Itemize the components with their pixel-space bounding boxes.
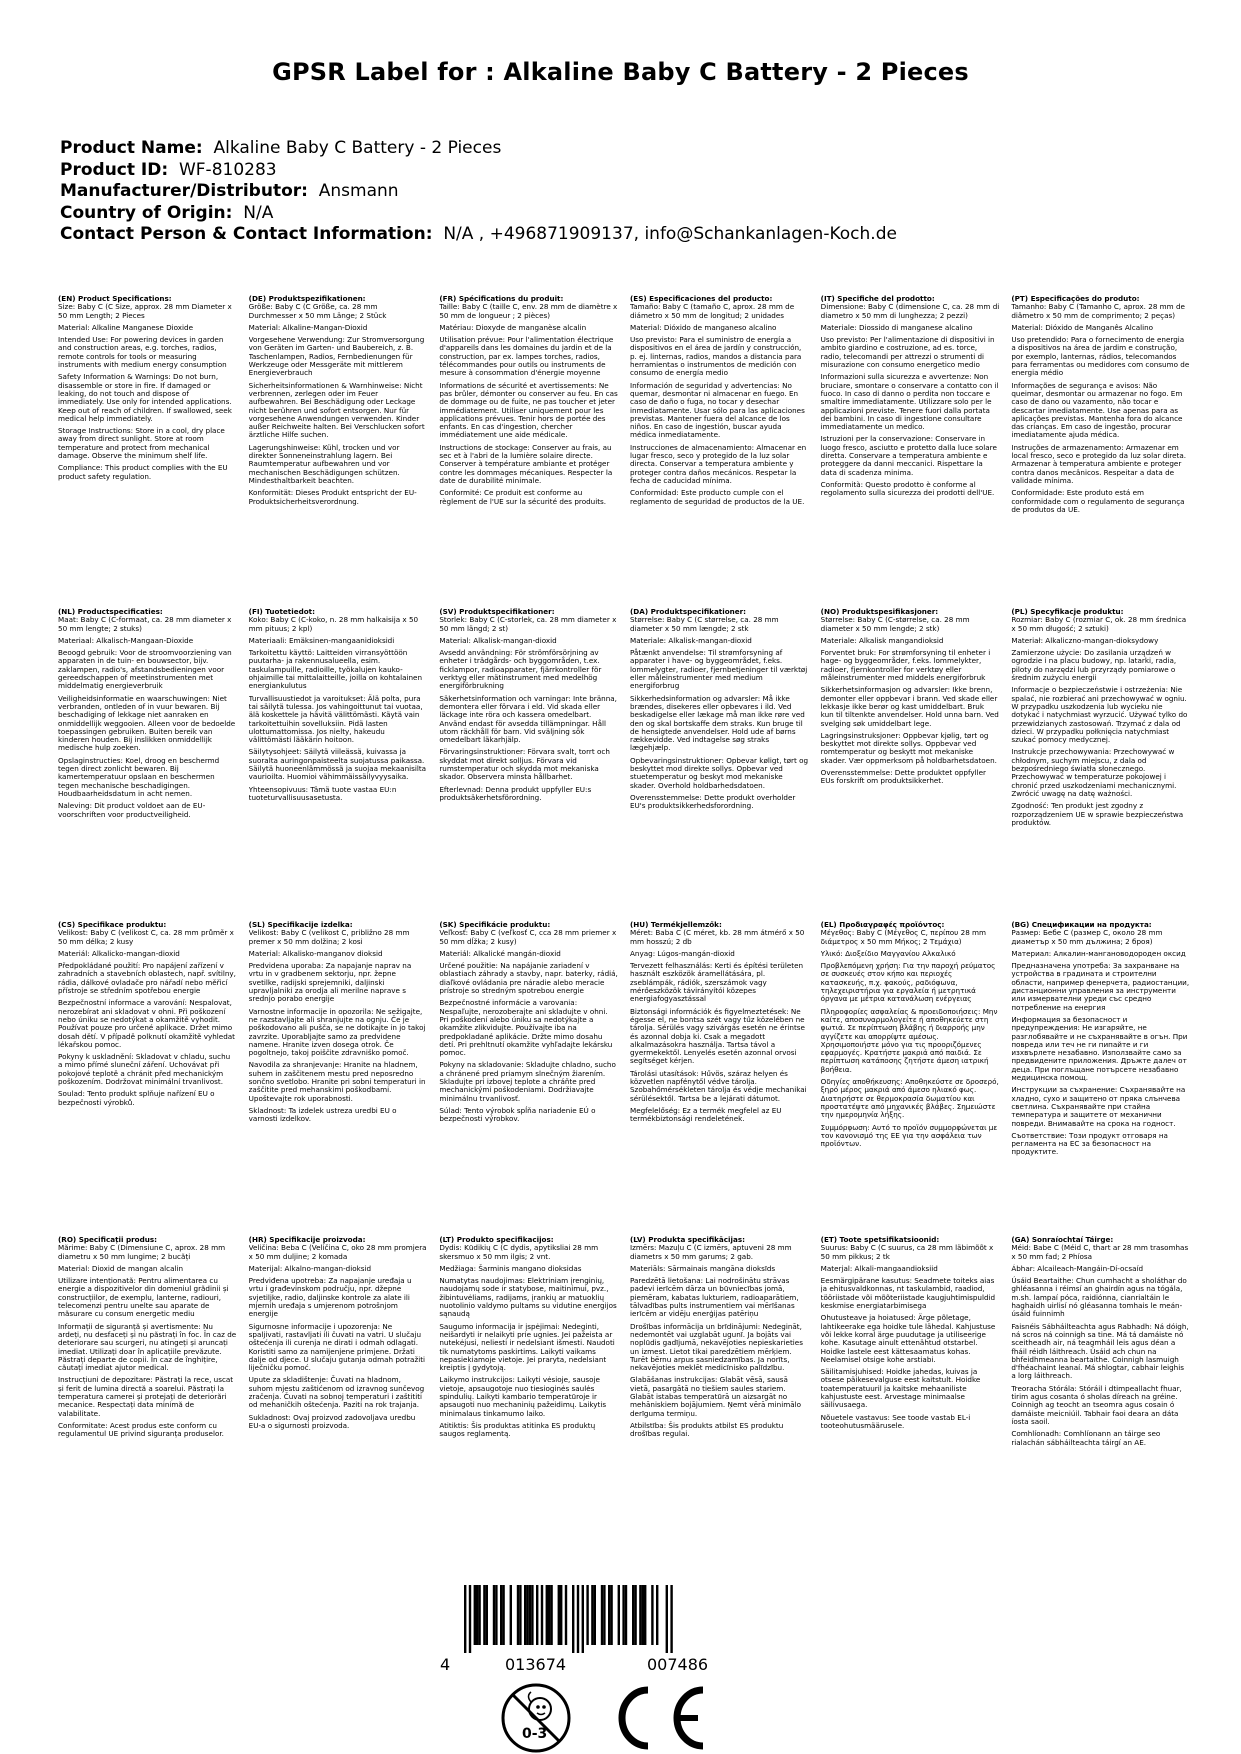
spec-block-heading: (GA) Sonraíochtaí Táirge: bbox=[1011, 1236, 1114, 1244]
spec-block-paragraph: Upute za skladištenje: Čuvati na hladnom, suhom mjestu zaštićenom od izravnog sunčevog zračenja. Čuvati na sobnoj temperaturi i zaštititi od mehaničkih oštećenja. Paziti na rok trajanja. bbox=[248, 1375, 425, 1410]
barcode-bar bbox=[577, 1585, 579, 1653]
spec-block bbox=[821, 1236, 1000, 1451]
info-value: WF-810283 bbox=[178, 159, 277, 180]
spec-block-paragraph: Material: Alkaline-Mangan-Dioxid bbox=[248, 322, 368, 332]
barcode-bar bbox=[495, 1585, 497, 1645]
spec-block-paragraph: Informazioni sulla sicurezza e avvertenze: Non bruciare, smontare o conservare a contatto con il fuoco. In caso di danno o perdita non toccare e smaltire immediatamente. Utilizzare solo per le applicazioni previste. Tenere fuori dalla portata dei bambini. In caso di ingestione consultare immediatamente un medico. bbox=[820, 372, 999, 432]
barcode-bar bbox=[594, 1585, 596, 1645]
spec-block-paragraph: Nõuetele vastavus: See toode vastab EL-i tooteohutusmäärusele. bbox=[820, 1412, 971, 1430]
barcode-bar bbox=[486, 1585, 488, 1645]
spec-block-paragraph: Conformidad: Este producto cumple con el reglamento de seguridad de productos de la UE. bbox=[630, 488, 805, 506]
spec-block-paragraph: Faisnéis Sábháilteachta agus Rabhadh: Ná dóigh, ná scros ná coinnigh sa tine. Má tá damáiste nó sceitheadh air, ná teagmháil leis agus déan a fháil réidh láithreach. Úsáid ach chun na bhfeidhmeanna beartaithe. Coinnigh lasmuigh d'fhéachaint leanaí. Má shlogtar, cabhair leighis a lorg láithreach. bbox=[1011, 1321, 1189, 1381]
spec-block-heading: (HR) Specifikacije proizvoda: bbox=[248, 1236, 366, 1244]
barcode-bar bbox=[474, 1585, 476, 1645]
barcode-bar bbox=[622, 1585, 624, 1645]
spec-block-paragraph: Lagerungshinweise: Kühl, trocken und vor direkter Sonneneinstrahlung lagern. Bei Raumtemperatur aufbewahren und vor mechanischen Beschädigungen schützen. Mindesthaltbarkeit beachten. bbox=[248, 442, 400, 485]
spec-block-paragraph: Размер: Бебе С (размер С, около 28 mm диаметър x 50 mm дължина; 2 броя) bbox=[1011, 928, 1163, 946]
barcode-bar bbox=[656, 1585, 658, 1645]
spec-block-heading: (PT) Especificações do produto: bbox=[1011, 295, 1140, 303]
spec-block-paragraph: Sicherheitsinformationen & Warnhinweise: Nicht verbrennen, zerlegen oder im Feuer aufbewahren. Bei Beschädigung oder Leckage nicht berühren und sofort entsorgen. Nur für vorgesehene Anwendungen verwenden. Kinder außer Reichweite halten. Bei Verschlucken sofort ärztliche Hilfe suchen. bbox=[248, 380, 425, 440]
spec-block-heading: (HU) Termékjellemzők: bbox=[630, 921, 722, 929]
spec-block-paragraph: Предназначена употреба: За захранване на устройства в градината и строителни области, например фенерчета, радиостанции, дистанционни управления за инструменти или измервателни уреди със средно потребление на енергия bbox=[1011, 961, 1190, 1012]
spec-block bbox=[249, 1236, 428, 1451]
spec-block-heading: (DE) Produktspezifikationen: bbox=[248, 295, 366, 303]
barcode-bar bbox=[526, 1585, 528, 1645]
info-label: Product Name: bbox=[60, 138, 203, 158]
spec-block-paragraph: Utilisation prévue: Pour l'alimentation électrique d'appareils dans les domaines du jardin et de la construction, par ex. lampes torches, radios, télécommandes pour outils ou instruments de mesure à consommation d'énergie moyenne bbox=[439, 335, 614, 378]
spec-block-paragraph: Storage Instructions: Store in a cool, dry place away from direct sunlight. Store at room temperature and protect from mechanical damage. Observe the minimum shelf life. bbox=[58, 426, 225, 461]
barcode-bar bbox=[560, 1585, 562, 1645]
spec-block-paragraph: Laikymo instrukcijos: Laikyti vėsioje, sausoje vietoje, apsaugotoje nuo tiesioginės saulės spindulių. Laikyti kambario temperatūroje ir apsaugoti nuo mechaninių pažeidimų. Laikytis minimalaus tinkamumo laiko. bbox=[439, 1375, 607, 1418]
spec-block-paragraph: Mărime: Baby C (Dimensiune C, aprox. 28 mm diametru x 50 mm lungime; 2 bucăți bbox=[58, 1243, 226, 1261]
info-label: Contact Person & Contact Information: bbox=[60, 224, 433, 244]
spec-block-paragraph: Pokyny k uskladnění: Skladovat v chladu, suchu a mimo přímé sluneční záření. Uchovávat při pokojové teplotě a chránit před mechanickým poškozením. Dodržovat minimální trvanlivost. bbox=[58, 1052, 231, 1087]
spec-block-paragraph: Instruções de armazenamento: Armazenar em local fresco, seco e protegido da luz solar direta. Armazenar à temperatura ambiente e proteger contra danos mecânicos. Respeitar a data de validade mínima. bbox=[1011, 442, 1187, 485]
spec-block-paragraph: Materiale: Diossido di manganese alcalino bbox=[820, 322, 973, 332]
spec-block bbox=[630, 608, 809, 831]
barcode-bar bbox=[666, 1585, 668, 1653]
compliance-icons bbox=[500, 1682, 750, 1754]
barcode-bar bbox=[478, 1585, 480, 1645]
spec-block-paragraph: Overensstemmelse: Dette produktet oppfyller EUs forskrift om produktsikkerhet. bbox=[820, 768, 987, 786]
spec-block-paragraph: Opbevaringsinstruktioner: Opbevar køligt, tørt og beskyttet mod direkte sollys. Opbevar ved stuetemperatur og beskyt mod mekaniske skader. Overhold holdbarhedsdatoen. bbox=[630, 755, 809, 790]
spec-block-paragraph: Navodila za shranjevanje: Hranite na hladnem, suhem in zaščitenem mestu pred neposredno sončno svetlobo. Hranite pri sobni temperaturi in zaščitite pred mehanskimi poškodbami. Upoštevajte rok uporabnosti. bbox=[248, 1060, 426, 1103]
spec-block-paragraph: Информация за безопасност и предупреждения: Не изгаряйте, не разглобявайте и не съхранявайте в огън. При повреда или теч не ги пипайте и ги изхвърлете незабавно. Използвайте само за предвидените приложения. Дръжте далеч от деца. При поглъщане потърсете незабавно медицинска помощ. bbox=[1011, 1014, 1188, 1083]
spec-block-paragraph: Μέγεθος: Baby C (Μέγεθος C, περίπου 28 mm διάμετρος x 50 mm Μήκος; 2 Τεμάχια) bbox=[820, 928, 987, 946]
spec-row-4 bbox=[58, 1236, 1190, 1451]
age-warning-0-3-icon bbox=[503, 1685, 569, 1751]
spec-block-paragraph: Méret: Baba C (C méret, kb. 28 mm átmérő x 50 mm hosszú; 2 db bbox=[630, 928, 805, 946]
spec-block-paragraph: Conformità: Questo prodotto è conforme al regolamento sulla sicurezza dei prodotti dell'UE. bbox=[820, 479, 995, 498]
spec-block-paragraph: Conformidade: Este produto está em conformidade com o regulamento de segurança de produtos da UE. bbox=[1011, 488, 1185, 514]
spec-block-paragraph: Paredzētā lietošana: Lai nodrošinātu strāvas padevi ierīcēm dārza un būvniecības jomā, piemēram, kabatas lukturiem, radioaparātiem, tālvadības pults instrumentiem vai mērīšanas ierīcēm ar vidēju enerģijas patēriņu bbox=[630, 1276, 799, 1319]
barcode-bar bbox=[670, 1585, 672, 1653]
spec-block-paragraph: Uso pretendido: Para o fornecimento de energia a dispositivos na área de jardim e construção, por exemplo, lanternas, rádios, telecomandos para ferramentas ou medidores com consumo de energia médio bbox=[1011, 335, 1190, 378]
barcode-bar bbox=[493, 1585, 495, 1645]
info-value: N/A , +496871909137, info@Schankanlagen-Koch.de bbox=[443, 224, 897, 244]
page-title: GPSR Label for : Alkaline Baby C Battery - 2 Pieces bbox=[272, 58, 969, 86]
spec-block bbox=[58, 608, 237, 831]
spec-block bbox=[58, 295, 237, 518]
spec-block-paragraph: Sikkerhedsinformation og advarsler: Må ikke brændes, disekeres eller opbevares i ild. Ved beskadigelse eller lækage må man ikke røre ved den og skal bortskaffe dem straks. Kun brugе til de hensigtede anvendelser. Hold ude af børns rækkevidde. Ved indtagelse søg straks lægehjælp. bbox=[630, 693, 805, 753]
barcode-bar bbox=[529, 1585, 531, 1645]
spec-block-paragraph: Material: Dioxid de mangan alcalin bbox=[58, 1263, 184, 1273]
spec-block-paragraph: Sikkerhetsinformasjon og advarsler: Ikke brenn, demonter eller oppbevar i brann. Ved skade eller lekkasje ikke berør og kast umiddelbart. Bruk kun til tiltenkte anvendelser. Hold unna barn. Ved svelging søk umiddelbart lege. bbox=[820, 685, 999, 728]
barcode-bar bbox=[632, 1585, 634, 1645]
spec-block-paragraph: Materiale: Alkalisk mangandioksid bbox=[820, 635, 944, 645]
spec-block-paragraph: Atitiktis: Šis produktas atitinka ES produktų saugos reglamentą. bbox=[439, 1420, 596, 1439]
spec-block bbox=[249, 608, 428, 831]
spec-block-paragraph: Material: Dióxido de manganeso alcalino bbox=[630, 322, 777, 332]
spec-block-paragraph: Maat: Baby C (C-formaat, ca. 28 mm diameter x 50 mm lengte; 2 stuks) bbox=[58, 615, 232, 633]
barcode-bars bbox=[440, 1585, 740, 1655]
spec-block-heading: (ES) Especificaciones del producto: bbox=[630, 295, 773, 303]
spec-block-heading: (EN) Product Specifications: bbox=[58, 295, 172, 303]
spec-block-paragraph: Materiál: Alkalicko-mangan-dioxid bbox=[58, 948, 180, 958]
info-label: Manufacturer/Distributor: bbox=[60, 181, 308, 201]
spec-block-paragraph: Påtænkt anvendelse: Til strømforsyning af apparater i have- og byggeområdet, f.eks. lommelygter, radioer, fjernbetjeninger til værktøj eller måleinstrumenter med medium energiforbrug bbox=[630, 648, 808, 691]
spec-block-heading: (CS) Specifikace produktu: bbox=[58, 921, 167, 929]
spec-block-paragraph: Overensstemmelse: Dette produkt overholder EU's produktsikkerhedsforordning. bbox=[630, 792, 796, 811]
spec-block-paragraph: Předpokládané použití: Pro napájení zařízení v zahradních a stavebních oblastech, např. svítilny, rádia, dálkové ovladače pro nářadí nebo měřicí přístroje se středním spotřebou energie bbox=[58, 961, 236, 996]
barcode-bar bbox=[524, 1585, 526, 1645]
spec-block bbox=[439, 1236, 618, 1451]
spec-block bbox=[630, 1236, 809, 1451]
barcode-bar bbox=[500, 1585, 502, 1645]
spec-block-paragraph: Drošības informācija un brīdinājumi: Nedegināt, nedemontēt vai uzglabāt ugunī. Ja bojāts vai noplūdis gadījumā, nekavējoties nepieskarieties un izmest. Lietot tikai paredzētiem mērķiem. Turēt bērnu arpus sasniedzamības. Ja norīts, nekavējoties meklēt medicīnisko palīdzību. bbox=[630, 1321, 803, 1373]
spec-block-paragraph: Ohutusteave ja hoiatused: Ärge põletage, lahtikeerake ega hoidke tule lähedal. Kahjustuse või lekke korral ärge puudutage ja utiliseerige kohe. Kasutage ainult ettenähtud otstarbel. Hoidke lastele eest kättesaamatus kohas. Neelamisel otsige kohe arstiabi. bbox=[820, 1313, 996, 1364]
spec-block-paragraph: Materiál: Alkalické mangán-dioxid bbox=[439, 948, 561, 958]
spec-block-paragraph: Numatytas naudojimas: Elektriniam įrenginių, naudojamų sode ir statybose, maitinimui, pvz., žibintuvėliams, radijams, įrankių ar matuoklių nuotolinio valdymo pultams su vidutine energijos sąnaudą bbox=[439, 1276, 617, 1319]
barcode-bar bbox=[639, 1585, 641, 1645]
spec-block-paragraph: Säilytysohjeet: Säilytä viileässä, kuivassa ja suoralta auringonpaisteelta suojatussa paikassa. Säilytä huoneenlämmössä ja suojaa mekaanisilta vaurioilta. Huomioi vähimmäissäilyvyysaika. bbox=[248, 747, 427, 782]
barcode-bar bbox=[603, 1585, 605, 1645]
info-value: N/A bbox=[243, 202, 274, 223]
spec-block-paragraph: Glabāšanas instrukcijas: Glabāt vēsā, sausā vietā, pasargātā no tiešiem saules stariem. Glabāt istabas temperatūrā un aizsargāt no mehāniskiem bojājumiem. Ņemt vērā minimālo derīguma termiņu. bbox=[630, 1375, 802, 1418]
spec-block-paragraph: Material: Alkalisko-manganov dioksid bbox=[248, 948, 383, 958]
spec-block-paragraph: Material: Alkalisk-mangan-dioxid bbox=[439, 635, 557, 645]
spec-block bbox=[1011, 921, 1190, 1161]
spec-block-paragraph: Taille: Baby C (taille C, env. 28 mm de diamètre x 50 mm de longueur ; 2 pièces) bbox=[439, 302, 618, 320]
spec-block-heading: (ET) Toote spetsifikatsioonid: bbox=[820, 1236, 940, 1244]
spec-block-heading: (SK) Špecifikácie produktu: bbox=[439, 921, 551, 929]
spec-block-heading: (FR) Spécifications du produit: bbox=[439, 295, 564, 303]
spec-block bbox=[630, 295, 809, 518]
spec-block bbox=[1011, 608, 1190, 831]
spec-block-paragraph: Instructions de stockage: Conserver au frais, au sec et à l'abri de la lumière solaire directe. Conserver à température ambiante et protéger contre les dommages mécaniques. Respecter la date de durabilité minimale. bbox=[439, 442, 613, 485]
spec-block-paragraph: Dydis: Kūdikių C (C dydis, apytiksliai 28 mm skersmuo x 50 mm ilgis; 2 vnt. bbox=[439, 1243, 599, 1261]
spec-block-paragraph: Soulad: Tento produkt splňuje nařízení EU o bezpečnosti výrobků. bbox=[58, 1089, 215, 1107]
spec-block-paragraph: Materiāls: Sārmainais mangāna dioksīds bbox=[630, 1263, 776, 1273]
spec-block-paragraph: Treoracha Stórála: Stóráil i dtimpeallacht fhuar, tirim agus cosanta ó sholas díreach na gréine. Coinnigh ag teocht an tseomra agus cosain ó damáiste meicniúil. Tabhair faoi deara an dáta íosta saoil. bbox=[1011, 1383, 1182, 1426]
barcode-bar bbox=[519, 1585, 521, 1645]
spec-block-paragraph: Συμμόρφωση: Αυτό το προϊόν συμμορφώνεται με τον κανονισμό της ΕΕ για την ασφάλεια των προϊόντων. bbox=[820, 1122, 998, 1149]
spec-block-heading: (FI) Tuotetiedot: bbox=[248, 608, 315, 616]
barcode-bar bbox=[510, 1585, 512, 1645]
spec-block-paragraph: Instrucțiuni de depozitare: Păstrați la rece, uscat și ferit de lumina directă a soarelui. Păstrați la temperatura camerei și protejați de deteriorări mecanice. Respectați data minimă de valabilitate. bbox=[58, 1375, 234, 1418]
spec-block-paragraph: Comhlíonadh: Comhlíonann an táirge seo rialachán sábháilteachta táirgí an AE. bbox=[1011, 1429, 1161, 1447]
spec-block-paragraph: Velikost: Baby C (velikost C, približno 28 mm premer x 50 mm dolžina; 2 kosi bbox=[248, 928, 410, 946]
spec-block-paragraph: Größe: Baby C (C Größe, ca. 28 mm Durchmesser x 50 mm Länge; 2 Stück bbox=[248, 302, 387, 320]
barcode-bar bbox=[618, 1585, 620, 1645]
spec-block-paragraph: Ábhar: Alcaileach-Mangáin-Dí-ocsaíd bbox=[1011, 1263, 1144, 1273]
barcode-bar bbox=[550, 1585, 552, 1645]
spec-block bbox=[249, 295, 428, 518]
spec-block bbox=[1011, 295, 1190, 518]
spec-block-paragraph: Förvaringsinstruktioner: Förvara svalt, torrt och skyddat mot direkt solljus. Förvara vid rumstemperatur och skydda mot mekaniska skador. Observera minsta hållbarhet. bbox=[439, 747, 610, 782]
product-id-row bbox=[60, 160, 897, 182]
manufacturer-row bbox=[60, 181, 897, 203]
spec-block-paragraph: Съответствие: Този продукт отговаря на регламента на ЕС за безопасност на продуктите. bbox=[1011, 1130, 1168, 1157]
spec-block-paragraph: Materjal: Alkali-mangaandioksiid bbox=[820, 1263, 938, 1273]
barcode-bar bbox=[531, 1585, 533, 1645]
barcode-digit-group-1: 013674 bbox=[505, 1655, 567, 1674]
spec-block-paragraph: Súlad: Tento výrobok spĺňa nariadenie EÚ o bezpečnosti výrobkov. bbox=[439, 1105, 596, 1124]
spec-block-paragraph: Säkerhetsinformation och varningar: Inte bränna, demontera eller förvara i eld. Vid skada eller läckage inte röra och kassera omedelbart. Använd endast för avsedda tillämpningar. Håll utom räckhåll för barn. Vid sväljning sök omedelbart läkarhjälp. bbox=[439, 693, 617, 745]
spec-block-paragraph: Material: Dióxido de Manganês Alcalino bbox=[1011, 322, 1154, 332]
spec-block-paragraph: Sukladnost: Ovaj proizvod zadovoljava uredbu EU-a o sigurnosti proizvoda. bbox=[248, 1412, 416, 1430]
spec-block-paragraph: Izmērs: Mazuļu C (C izmērs, aptuveni 28 mm diametrs x 50 mm garums; 2 gab. bbox=[630, 1243, 792, 1261]
spec-block-paragraph: Υλικό: Διοξείδιο Μαγγανίου Αλκαλικό bbox=[820, 948, 956, 958]
spec-block-paragraph: Pokyny na skladovanie: Skladujte chladno, sucho a chránené pred priamym slnečným žiarením. Skladujte pri izbovej teplote a chráňte pred mechanickými poškodeniami. Dodržiavajte minimálnu trvanlivosť. bbox=[439, 1060, 616, 1103]
spec-block-paragraph: Velikost: Baby C (velikost C, ca. 28 mm průměr x 50 mm délka; 2 kusy bbox=[58, 928, 234, 946]
info-label: Country of Origin: bbox=[60, 202, 233, 223]
spec-block bbox=[439, 608, 618, 831]
spec-block-paragraph: Conformité: Ce produit est conforme au règlement de l'UE sur la sécurité des produits. bbox=[439, 488, 607, 506]
spec-block bbox=[1011, 1236, 1190, 1451]
spec-block-paragraph: Dimensione: Baby C (dimensione C, ca. 28 mm di diametro x 50 mm di lunghezza; 2 pezzi) bbox=[820, 302, 1000, 320]
barcode-bar bbox=[608, 1585, 610, 1645]
spec-block-paragraph: Материал: Алкалин-мангановодороден оксид bbox=[1011, 948, 1186, 958]
barcode bbox=[440, 1585, 740, 1659]
spec-block-paragraph: Medžiaga: Šarminis mangano dioksidas bbox=[439, 1263, 582, 1273]
spec-block-paragraph: Veličina: Beba C (Veličina C, oko 28 mm promjera x 50 mm duljine; 2 komada bbox=[248, 1243, 427, 1261]
barcode-bar bbox=[582, 1585, 584, 1653]
spec-row-2 bbox=[58, 608, 1190, 831]
spec-block-heading: (BG) Спецификации на продукта: bbox=[1011, 921, 1152, 929]
spec-block bbox=[821, 921, 1000, 1161]
spec-block-paragraph: Avsedd användning: För strömförsörjning av enheter i trädgårds- och byggområden, t.ex. ficklampor, radioapparater, fjärrkontroller för verktyg eller mätinstrument med medelhög energiförbrukning bbox=[439, 648, 602, 691]
spec-block-heading: (SV) Produktspecifikationer: bbox=[439, 608, 555, 616]
spec-block bbox=[439, 921, 618, 1161]
spec-block-paragraph: Safety Information & Warnings: Do not burn, disassemble or store in fire. If damaged or leaking, do not touch and dispose of immediately. Use only for intended applications. Keep out of reach of children. If swallowed, seek medical help immediately. bbox=[58, 372, 232, 423]
barcode-bar bbox=[644, 1585, 646, 1645]
barcode-bar bbox=[586, 1585, 588, 1645]
spec-block-paragraph: Πληροφορίες ασφαλείας & προειδοποιήσεις: Μην καίτε, αποσυναρμολογείτε ή αποθηκεύετε στη φωτιά. Σε περίπτωση βλάβης ή διαρροής μην αγγίζετε και απορρίψτε αμέσως. Χρησιμοποιήστε μόνο για τις προοριζόμενες εφαρμογές. Κρατήστε μακριά από παιδιά. Σε περίπτωση κατάποσης ζητήστε άμεση ιατρική βοήθεια. bbox=[820, 1006, 998, 1074]
spec-block-paragraph: Istruzioni per la conservazione: Conservare in luogo fresco, asciutto e protetto dalla luce solare diretta. Conservare a temperatura ambiente e proteggere da danni meccanici. Rispettare la data di scadenza minima. bbox=[820, 434, 997, 477]
spec-block-paragraph: Materiaal: Alkalisch-Mangaan-Dioxide bbox=[58, 635, 194, 645]
barcode-bar bbox=[651, 1585, 653, 1645]
spec-block-heading: (NL) Productspecificaties: bbox=[58, 608, 163, 616]
spec-block-paragraph: Instrucciones de almacenamiento: Almacenar en lugar fresco, seco y protegido de la luz solar directa. Conservar a temperatura ambiente y proteger contra daños mecánicos. Respetar la fecha de caducidad mínima. bbox=[630, 442, 807, 485]
spec-block-paragraph: Informații de siguranță și avertismente: Nu ardeți, nu desfaceți și nu păstrați în foc. În caz de deteriorare sau scurgeri, nu atingeți și aruncați imediat. Utilizați doar în aplicațiile prevăzute. Păstrați departe de copii. În caz de înghițire, căutați imediat ajutor medical. bbox=[58, 1321, 237, 1373]
spec-block bbox=[58, 1236, 237, 1451]
spec-block-paragraph: Yhteensopivuus: Tämä tuote vastaa EU:n tuoteturvallisuusasetusta. bbox=[248, 784, 397, 802]
spec-block-paragraph: Eesmärgipärane kasutus: Seadmete toiteks aias ja ehitusvaldkonnas, nt taskulambid, raadiod, tööriistade või mõõteriistade kaugjuhtimispuldid keskmise energiatarbimisega bbox=[820, 1276, 996, 1311]
spec-block-heading: (NO) Produktspesifikasjoner: bbox=[820, 608, 939, 616]
spec-block-heading: (EL) Προδιαγραφές προϊόντος: bbox=[820, 921, 945, 929]
barcode-bar bbox=[610, 1585, 612, 1645]
spec-block-heading: (LV) Produkta specifikācijas: bbox=[630, 1236, 745, 1244]
spec-block-paragraph: Información de seguridad y advertencias: No quemar, desmontar ni almacenar en fuego. En caso de daño o fuga, no tocar y desechar inmediatamente. Usar sólo para las aplicaciones previstas. Mantener fuera del alcance de los niños. En caso de ingestión, buscar ayuda médica inmediatamente. bbox=[630, 380, 805, 440]
spec-row-3 bbox=[58, 921, 1190, 1161]
spec-block bbox=[630, 921, 809, 1161]
spec-block-paragraph: Uso previsto: Per l'alimentazione di dispositivi in ambito giardino e costruzione, ad es. torce, radio, telecomandi per attrezzi o strumenti di misurazione con consumo energetico medio bbox=[820, 335, 995, 370]
country-row bbox=[60, 203, 897, 225]
spec-block-heading: (SL) Specifikacije izdelka: bbox=[248, 921, 353, 929]
spec-block-paragraph: Koko: Baby C (C-koko, n. 28 mm halkaisija x 50 mm pituus; 2 kpl) bbox=[248, 615, 419, 633]
spec-block-heading: (RO) Specificații produs: bbox=[58, 1236, 157, 1244]
spec-block-paragraph: Atbilstība: Šis produkts atbilst ES produktu drošības regulai. bbox=[630, 1420, 784, 1439]
age-label: 0-3 bbox=[522, 1726, 548, 1742]
spec-block-paragraph: Naleving: Dit product voldoet aan de EU-voorschriften voor productveiligheid. bbox=[58, 801, 206, 819]
barcode-bar bbox=[541, 1585, 543, 1645]
spec-block-paragraph: Forventet bruk: For strømforsyning til enheter i hage- og byggeområder, f.eks. lommelykter, radioer, fjernkontroller for verktøy eller måleinstrumenter med middels energiforbruk bbox=[820, 648, 991, 683]
spec-block-paragraph: Størrelse: Baby C (C størrelse, ca. 28 mm diameter x 50 mm længde; 2 stk bbox=[630, 615, 779, 633]
spec-block-paragraph: Tamanho: Baby C (Tamanho C, aprox. 28 mm de diâmetro x 50 mm de comprimento; 2 peças) bbox=[1011, 302, 1185, 320]
spec-block-paragraph: Lagringsinstruksjoner: Oppbevar kjølig, tørt og beskyttet mot direkte sollys. Oppbevar ved romtemperatur og beskytt mot mekaniske skader. Vær oppmerksom på holdbarhetsdatoen. bbox=[820, 730, 997, 765]
spec-block-paragraph: Suurus: Baby C (C suurus, ca 28 mm läbimõõt x 50 mm pikkus; 2 tk bbox=[820, 1243, 994, 1261]
barcode-bar bbox=[558, 1585, 560, 1645]
spec-block-paragraph: Οδηγίες αποθήκευσης: Αποθηκεύστε σε δροσερό, ξηρό μέρος μακριά από άμεσο ηλιακό φως. Διατηρήστε σε θερμοκρασία δωματίου και προστατέψτε από μηχανικές βλάβες. Σημειώστε την ημερομηνία λήξης. bbox=[820, 1077, 999, 1120]
product-info bbox=[60, 138, 897, 246]
spec-block-paragraph: Säilitamisjuhised: Hoidke jahedas, kuivas ja otsese päikesevalguse eest kaitstult. Hoidke toatemperatuuril ja kaitske mehaaniliste kahjustuste eest. Arvestage minimaalse säilivusaega. bbox=[820, 1367, 981, 1410]
spec-block-paragraph: Tervezett felhasználás: Kerti és építési területen használt eszközök áramellátására, pl. zseblámpák, rádiók, szerszámok vagy mérőeszközök távirányítói közepes energiafogyasztással bbox=[630, 961, 804, 1004]
spec-block-paragraph: Tarkoitettu käyttö: Laitteiden virransyöttöön puutarha- ja rakennusalueella, esim. taskulampuille, radioille, työkalujen kauko-ohjaimille tai mittalaitteille, joilla on kohtalainen energiankulutus bbox=[248, 648, 423, 691]
barcode-bar bbox=[464, 1585, 466, 1653]
spec-block-paragraph: Skladnost: Ta izdelek ustreza uredbi EU o varnosti izdelkov. bbox=[248, 1105, 397, 1124]
contact-row bbox=[60, 224, 897, 246]
spec-block-paragraph: Méid: Babe C (Méid C, thart ar 28 mm trasomhas x 50 mm fad; 2 Phíosa bbox=[1011, 1243, 1189, 1261]
barcode-bar bbox=[483, 1585, 485, 1645]
spec-block-paragraph: Rozmiar: Baby C (rozmiar C, ok. 28 mm średnica x 50 mm długość; 2 sztuki) bbox=[1011, 615, 1187, 633]
spec-block bbox=[249, 921, 428, 1161]
spec-block-paragraph: Informations de sécurité et avertissements: Ne pas brûler, démonter ou conserver au feu. En cas de dommage ou de fuite, ne pas toucher et jeter immédiatement. Utiliser uniquement pour les applications prévues. Tenir hors de portée des enfants. En cas d'ingestion, chercher immédiatement une aide médicale. bbox=[439, 380, 618, 440]
barcode-bar bbox=[572, 1585, 574, 1653]
spec-block bbox=[58, 921, 237, 1161]
spec-block-paragraph: Materijal: Alkalno-mangan-dioksid bbox=[248, 1263, 372, 1273]
barcode-digit-1: 4 bbox=[440, 1655, 451, 1674]
barcode-bar bbox=[469, 1585, 471, 1653]
spec-block-paragraph: Uso previsto: Para el suministro de energía a dispositivos en el área de jardín y construcción, p. ej. linternas, radios, mandos a distancia para herramientas o instrumentos de medición con consumo de energía medio bbox=[630, 335, 802, 378]
barcode-bar bbox=[565, 1585, 567, 1645]
spec-block-paragraph: Инструкции за съхранение: Съхранявайте на хладно, сухо и защитено от пряка слънчева светлина. Съхранявайте при стайна температура и защитете от механични повреди. Внимавайте на срока на годност. bbox=[1011, 1085, 1186, 1128]
spec-block bbox=[439, 295, 618, 518]
spec-block-paragraph: Conformitate: Acest produs este conform cu regulamentul UE privind siguranța produselor. bbox=[58, 1420, 224, 1439]
spec-block-paragraph: Úsáid Beartaithe: Chun cumhacht a sholáthar do ghléasanna i réimsí an ghairdín agus na tógála, m.sh. lampaí póca, raidiónna, cianrialtáin le haghaidh uirlisí nó gléasanna tomhais le meán-úsáid fuinnimh bbox=[1011, 1276, 1187, 1319]
spec-block-paragraph: Biztonsági információk és figyelmeztetések: Ne égesse el, ne bontsa szét vagy tűz közelében ne tárolja. Sérülés vagy szivárgás esetén ne érintse és azonnal dobja ki. Csak a megadott alkalmazásokra használja. Tartsa távol a gyermekektől. Lenyelés esetén azonnal orvosi segítséget kérjen. bbox=[630, 1006, 805, 1066]
spec-block-paragraph: Efterlevnad: Denna produkt uppfyller EU:s produktsäkerhetsförordning. bbox=[439, 784, 592, 802]
barcode-bar bbox=[642, 1585, 644, 1645]
spec-block-paragraph: Predviđena upotreba: Za napajanje uređaja u vrtu i građevinskom području, npr. džepne svjetiljke, radio, daljinske kontrole za alate ili mjernih uređaja s umjerenom potrošnjom energije bbox=[248, 1276, 412, 1319]
spec-block-paragraph: Informações de segurança e avisos: Não queimar, desmontar ou armazenar no fogo. Em caso de dano ou vazamento, não tocar e descartar imediatamente. Use apenas para as aplicações previstas. Mantenha fora do alcance das crianças. Em caso de ingestão, procurar imediatamente ajuda médica. bbox=[1011, 380, 1183, 440]
barcode-bar bbox=[517, 1585, 519, 1645]
spec-block-paragraph: Materiał: Alkaliczno-mangan-dioksydowy bbox=[1011, 635, 1159, 645]
spec-block-paragraph: Konformität: Dieses Produkt entspricht der EU-Produktsicherheitsverordnung. bbox=[248, 488, 417, 506]
spec-block-paragraph: Compliance: This product complies with the EU product safety regulation. bbox=[58, 463, 228, 481]
spec-block-paragraph: Opslaginstructies: Koel, droog en beschermd tegen direct zonlicht bewaren. Bij kamertemperatuur opslaan en beschermen tegen mechanische beschadigingen. Houdbaarheidsdatum in acht nemen. bbox=[58, 755, 220, 798]
spec-block-paragraph: Turvallisuustiedot ja varoitukset: Älä polta, pura tai säilytä tulessa. Jos vahingoittunut tai vuotaa, älä koskettele ja hävitä välittömästi. Käytä vain tarkoitettuihin sovelluksiin. Pidä lasten ulottumattomissa. Jos nielty, hakeudu välittömästi lääkärin hoitoon. bbox=[248, 693, 423, 745]
spec-block-paragraph: Bezpečnostné informácie a varovania: Nespaľujte, nerozoberajte ani skladujte v ohni. Pri poškodení alebo úniku sa nedotýkajte a okamžite zlikvidujte. Používajte iba na predpokladané aplikácie. Držte mimo dosahu detí. Pri prehltnutí okamžite vyhľadajte lekársku pomoc. bbox=[439, 998, 613, 1058]
spec-block-paragraph: Tárolási utasítások: Hűvös, száraz helyen és közvetlen napfénytől védve tárolja. Szobahőmérsékleten tárolja és védje mechanikai sérülésektől. Tartsa be a lejárati dátumot. bbox=[630, 1068, 807, 1103]
spec-block-paragraph: Sigurnosne informacije i upozorenja: Ne spaljivati, rastavljati ili čuvati na vatri. U slučaju oštećenja ili curenja ne dirati i odmah odlagati. Koristiti samo za namijenjene primjene. Držati dalje od djece. U slučaju gutanja odmah potražiti liječničku pomoć. bbox=[248, 1321, 426, 1373]
spec-block-paragraph: Instrukcje przechowywania: Przechowywać w chłodnym, suchym miejscu, z dala od bezpośredniego światła słonecznego. Przechowywać w temperaturze pokojowej i chronić przed uszkodzeniami mechanicznymi. Zwrócić uwagę na datę ważności. bbox=[1011, 747, 1177, 798]
spec-block-paragraph: Beoogd gebruik: Voor de stroomvoorziening van apparaten in de tuin- en bouwsector, bijv. zaklampen, radio's, afstandsbedieningen voor gereedschappen of meetinstrumenten met middelmatig energieverbruik bbox=[58, 648, 232, 691]
spec-block-paragraph: Varnostne informacije in opozorila: Ne sežigajte, ne razstavljajte ali shranjujte na ognju. Če je poškodovano ali pušča, se ne dotikajte in jo takoj zavrzite. Uporabljajte samo za predvidene namene. Hranite izven dosega otrok. Če pogoltnejo, takoj poiščite zdravniško pomoč. bbox=[248, 1006, 426, 1058]
barcode-bar bbox=[476, 1585, 478, 1645]
spec-block-paragraph: Zgodność: Ten produkt jest zgodny z rozporządzeniem UE w sprawie bezpieczeństwa produktów. bbox=[1011, 801, 1184, 827]
spec-block-heading: (PL) Specyfikacje produktu: bbox=[1011, 608, 1124, 616]
barcode-bar bbox=[502, 1585, 504, 1645]
spec-block bbox=[821, 608, 1000, 831]
spec-block-paragraph: Size: Baby C (C Size, approx. 28 mm Diameter x 50 mm Length; 2 Pieces bbox=[58, 302, 232, 320]
ce-mark-icon bbox=[622, 1690, 703, 1746]
spec-block-paragraph: Utilizare intenționată: Pentru alimentarea cu energie a dispozitivelor din domeniul grădinii și construcțiilor, de exemplu, lanterne, radiouri, telecomenzi pentru unelte sau aparate de măsurare cu consum energetic mediu bbox=[58, 1276, 229, 1319]
barcode-bar bbox=[634, 1585, 636, 1645]
spec-block-paragraph: Veľkosť: Baby C (veľkosť C, cca 28 mm priemer x 50 mm dĺžka; 2 kusy) bbox=[439, 928, 617, 946]
spec-block-paragraph: Storlek: Baby C (C-storlek, ca. 28 mm diameter x 50 mm längd; 2 st) bbox=[439, 615, 617, 633]
spec-block-paragraph: Material: Alkaline Manganese Dioxide bbox=[58, 322, 194, 332]
spec-block-paragraph: Predvidena uporaba: Za napajanje naprav na vrtu in v gradbenem sektorju, npr. žepne svetilke, radijski sprejemniki, daljinski upravljalniki za orodja ali merilne naprave s srednjo porabo energije bbox=[248, 961, 412, 1004]
spec-block-heading: (LT) Produkto specifikacijos: bbox=[439, 1236, 554, 1244]
spec-block-paragraph: Materiale: Alkalisk-mangan-dioxid bbox=[630, 635, 752, 645]
spec-block-paragraph: Anyag: Lúgos-mangán-dioxid bbox=[630, 948, 735, 958]
spec-block-paragraph: Zamierzone użycie: Do zasilania urządzeń w ogrodzie i na placu budowy, np. latarki, radia, piloty do narzędzi lub przyrządy pomiarowe o średnim zużyciu energii bbox=[1011, 648, 1177, 683]
spec-block-paragraph: Saugumo informacija ir įspėjimai: Nedeginti, neišardyti ir nelaikyti prie ugnies. Jei pažeista ar nutekėjusi, neliesti ir nedelsiant išmesti. Naudoti tik numatytoms paskirtims. Laikyti vaikams nepasiekiamoje vietoje. Jei praryta, nedelsiant kreiptis į gydytoją. bbox=[439, 1321, 615, 1373]
spec-block-paragraph: Bezpečnostní informace a varování: Nespalovat, nerozebírat ani skladovat v ohni. Při poškození nebo úniku se nedotýkat a okamžitě vyhodit. Používat pouze pro určené aplikace. Držet mimo dosah dětí. V případě polknutí okamžitě vyhledat lékařskou pomoc. bbox=[58, 998, 235, 1049]
spec-block-paragraph: Veiligheidsinformatie en waarschuwingen: Niet verbranden, ontleden of in vuur bewaren. Bij beschadiging of lekkage niet aanraken en onmiddellijk weggooien. Alleen voor de bedoelde toepassingen gebruiken. Buiten bereik van kinderen houden. Bij inslikken onmiddellijk medische hulp zoeken. bbox=[58, 693, 236, 753]
barcode-bar bbox=[591, 1585, 593, 1645]
spec-block-paragraph: Určené použitie: Na napájanie zariadení v oblastiach záhrady a stavby, napr. baterky, rádiá, diaľkové ovládania pre náradie alebo meracie prístroje so stredným spotrebou energie bbox=[439, 961, 618, 996]
info-value: Alkaline Baby C Battery - 2 Pieces bbox=[213, 138, 502, 158]
spec-block-paragraph: Tamaño: Baby C (tamaño C, aprox. 28 mm de diámetro x 50 mm de longitud; 2 unidades bbox=[630, 302, 795, 320]
spec-row-1 bbox=[58, 295, 1190, 518]
spec-block-paragraph: Προβλεπόμενη χρήση: Για την παροχή ρεύματος σε συσκευές στον κήπο και περιοχές κατασκευής, π.χ. φακούς, ραδιόφωνα, τηλεχειριστήρια για εργαλεία ή μετρητικά όργανα με μέτρια κατανάλωση ενέργειας bbox=[820, 961, 996, 1004]
spec-block-paragraph: Vorgesehene Verwendung: Zur Stromversorgung von Geräten im Garten- und Baubereich, z. B. Taschenlampen, Radios, Fernbedienungen für Werkzeuge oder Messgeräte mit mittlerem Energieverbrauch bbox=[248, 335, 425, 378]
spec-block-paragraph: Materiaali: Emäksinen-mangaanidioksidi bbox=[248, 635, 395, 645]
spec-block-paragraph: Informacje o bezpieczeństwie i ostrzeżenia: Nie spalać, nie rozbierać ani przechowywać w ogniu. W przypadku uszkodzenia lub wycieku nie dotykać i natychmiast wyrzucić. Używać tylko do przewidzianych zastosowań. Trzymać z dala od dzieci. W przypadku połknięcia natychmiast szukać pomocy medycznej. bbox=[1011, 685, 1188, 745]
spec-block-paragraph: Megfelelőség: Ez a termék megfelel az EU termékbiztonsági rendeletének. bbox=[630, 1105, 782, 1124]
spec-block-paragraph: Intended Use: For powering devices in garden and construction areas, e.g. torches, radios, remote controls for tools or measuring instruments with medium energy consumption bbox=[58, 335, 227, 370]
spec-block bbox=[821, 295, 1000, 518]
spec-block-heading: (IT) Specifiche del prodotto: bbox=[820, 295, 935, 303]
barcode-bar bbox=[548, 1585, 550, 1645]
spec-block-heading: (DA) Produktspecifikationer: bbox=[630, 608, 747, 616]
product-name-row bbox=[60, 138, 897, 160]
info-value: Ansmann bbox=[318, 181, 399, 201]
barcode-digit-group-2: 007486 bbox=[647, 1655, 709, 1674]
barcode-bar bbox=[601, 1585, 603, 1645]
info-label: Product ID: bbox=[60, 159, 169, 180]
spec-block-paragraph: Størrelse: Baby C (C-størrelse, ca. 28 mm diameter x 50 mm lengde; 2 stk) bbox=[820, 615, 970, 633]
barcode-bar bbox=[625, 1585, 627, 1645]
barcode-bar bbox=[536, 1585, 538, 1645]
barcode-bar bbox=[546, 1585, 548, 1645]
spec-block-paragraph: Matériau: Dioxyde de manganèse alcalin bbox=[439, 322, 587, 332]
